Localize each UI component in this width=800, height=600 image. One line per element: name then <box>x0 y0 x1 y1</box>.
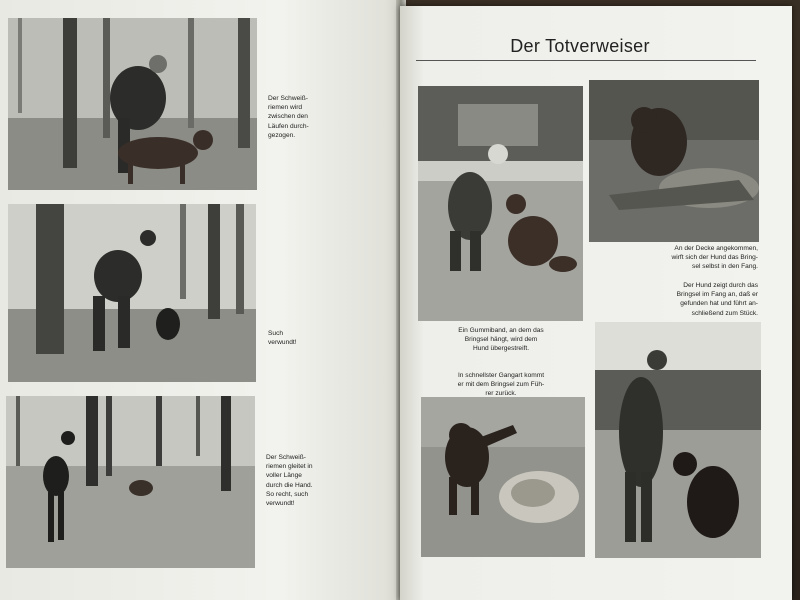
caption-right-4: In schnellster Gangart kommt er mit dem Bringsel zum Füh- rer zurück. <box>457 372 545 398</box>
photo-dog-at-deer <box>589 80 759 242</box>
photo-hunter-dog-leash <box>8 18 257 190</box>
caption-left-1: Der Schweiß- riemen wird zwischen den Läufen durch- gezogen. <box>268 95 309 139</box>
caption-left-2: Such verwundt! <box>268 330 297 347</box>
photo-hunter-greets-dog <box>418 86 583 321</box>
photo-hunter-following-dog <box>8 204 256 382</box>
caption-right-3: Ein Gummiband, an dem das Bringsel hängt, wird dem Hund übergestreift. <box>458 327 544 353</box>
caption-right-1: An der Decke angekommen, wirft sich der Hund das Bring- sel selbst in den Fang. <box>671 245 758 271</box>
page-title: Der Totverweiser <box>510 36 650 56</box>
photo-dog-returning <box>421 397 585 557</box>
photo-hunter-with-dog <box>595 322 761 558</box>
title-divider <box>416 60 756 61</box>
photo-forest-tracking <box>6 396 255 568</box>
caption-right-2: Der Hund zeigt durch das Bringsel im Fang an, daß er gefunden hat und führt an- schließend zum Stück. <box>676 282 758 317</box>
caption-left-3: Der Schweiß- riemen gleitet in voller Länge durch die Hand. So recht, such verwundt! <box>266 454 313 508</box>
